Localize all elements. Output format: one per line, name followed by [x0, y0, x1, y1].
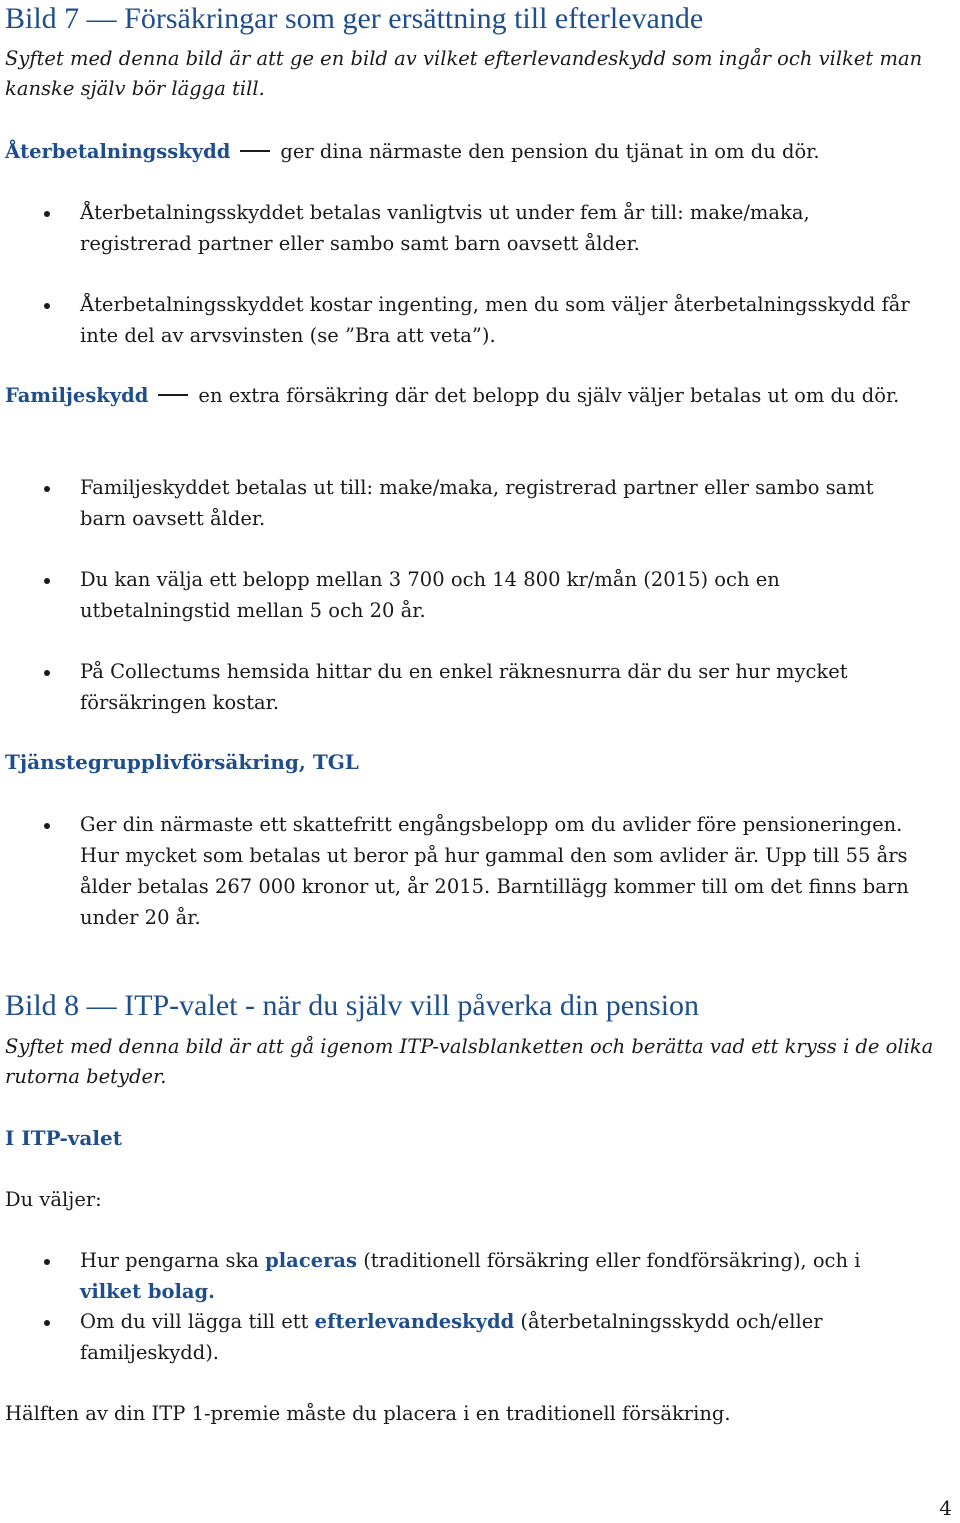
- text-fragment: Om du vill lägga till ett: [80, 1310, 315, 1333]
- bullet-icon: [44, 670, 50, 676]
- bullet-icon: [44, 303, 50, 309]
- highlight-efterlevandeskydd: efterlevandeskydd: [314, 1310, 515, 1333]
- text-fragment: (återbetalningsskydd och/eller familjeskydd).: [80, 1310, 823, 1364]
- list-item: [44, 564, 924, 626]
- bullet-icon: [44, 486, 50, 492]
- aterbetalningsskydd-description: ger dina närmaste den pension du tjänat in om du dör.: [280, 140, 820, 163]
- page-number: 4: [939, 1496, 952, 1520]
- text-fragment: (traditionell försäkring eller fondförsäkring), och i: [357, 1249, 861, 1272]
- tgl-heading: Tjänstegrupplivförsäkring, TGL: [5, 750, 359, 774]
- dash-separator: [158, 394, 188, 396]
- section-8-intro: Syftet med denna bild är att gå igenom ITP-valsblanketten och berätta vad ett kryss i de olika rutorna betyder.: [5, 1035, 934, 1088]
- familjeskydd-term: Familjeskydd: [5, 384, 149, 407]
- aterbetalningsskydd-definition: [5, 136, 935, 167]
- section-7-intro: Syftet med denna bild är att ge en bild av vilket efterlevandeskydd som ingår och vilket man kanske själv bör lägga till.: [5, 47, 923, 100]
- list-item-text: [80, 1306, 924, 1368]
- list-item: [44, 197, 924, 259]
- list-item: [44, 472, 924, 534]
- list-item: [44, 1306, 924, 1368]
- list-item: [44, 289, 924, 351]
- list-item-text: Återbetalningsskyddet kostar ingenting, men du som väljer återbetalningsskydd får inte del av arvsvinsten (se ”Bra att veta”).: [80, 293, 910, 347]
- list-item-text: Ger din närmaste ett skattefritt engångsbelopp om du avlider före pensioneringen. Hur mycket som betalas ut beror på hur gammal den som avlider är. Upp till 55 års ålder betalas 267 000 kronor ut, år 2015. Barntillägg kommer till om det finns barn under 20 år.: [80, 813, 909, 929]
- list-item-text: På Collectums hemsida hittar du en enkel räknesnurra där du ser hur mycket försäkringen kostar.: [80, 660, 848, 714]
- list-item: [44, 1245, 924, 1307]
- section-7-heading: Bild 7 — Försäkringar som ger ersättning till efterlevande: [5, 2, 704, 35]
- du-valjer-label: Du väljer:: [5, 1188, 102, 1211]
- list-item: [44, 809, 924, 933]
- bullet-icon: [44, 578, 50, 584]
- familjeskydd-description: en extra försäkring där det belopp du själv väljer betalas ut om du dör.: [198, 384, 900, 407]
- closing-paragraph: Hälften av din ITP 1-premie måste du placera i en traditionell försäkring.: [5, 1402, 731, 1425]
- highlight-placeras: placeras: [265, 1249, 357, 1272]
- text-fragment: Hur pengarna ska: [80, 1249, 266, 1272]
- highlight-vilket-bolag: vilket bolag.: [80, 1280, 215, 1303]
- section-8-heading: Bild 8 — ITP-valet - när du själv vill påverka din pension: [5, 989, 700, 1022]
- familjeskydd-definition: [5, 380, 935, 411]
- dash-separator: [240, 150, 270, 152]
- bullet-icon: [44, 211, 50, 217]
- list-item-text: Återbetalningsskyddet betalas vanligtvis ut under fem år till: make/maka, registrerad partner eller sambo samt barn oavsett ålder.: [80, 201, 810, 255]
- list-item-text: [80, 1245, 924, 1307]
- bullet-icon: [44, 1259, 50, 1265]
- aterbetalningsskydd-term: Återbetalningsskydd: [5, 140, 231, 163]
- bullet-icon: [44, 823, 50, 829]
- itp-valet-heading: I ITP-valet: [5, 1126, 122, 1150]
- list-item: [44, 656, 924, 718]
- list-item-text: Du kan välja ett belopp mellan 3 700 och 14 800 kr/mån (2015) och en utbetalningstid mellan 5 och 20 år.: [80, 568, 780, 622]
- bullet-icon: [44, 1320, 50, 1326]
- list-item-text: Familjeskyddet betalas ut till: make/maka, registrerad partner eller sambo samt barn oavsett ålder.: [80, 476, 874, 530]
